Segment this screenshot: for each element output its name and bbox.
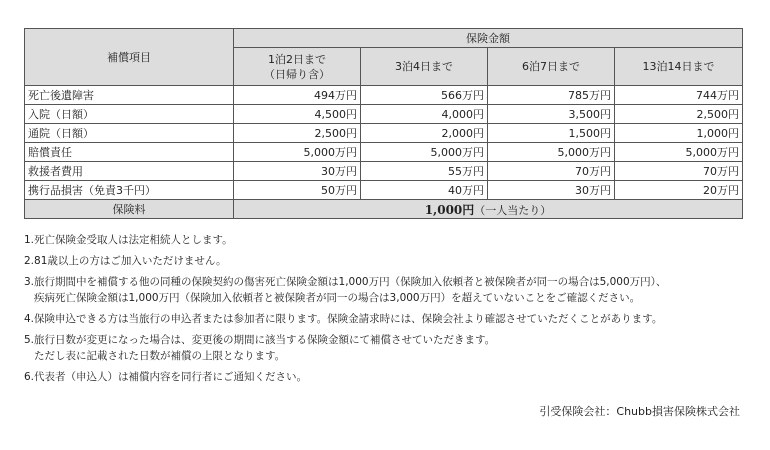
cell-value: 494万円: [234, 86, 361, 105]
row-label: 救援者費用: [25, 162, 234, 181]
note-4: [24, 311, 764, 327]
cell-value: 70万円: [615, 162, 743, 181]
table-row: [25, 162, 743, 181]
column-header-1: [234, 48, 361, 86]
note-line: 4.保険申込できる方は当旅行の申込者または参加者に限ります。保険金請求時には、保険会社より確認させていただくことがあります。: [24, 313, 663, 325]
cell-value: 20万円: [615, 181, 743, 200]
cell-value: 40万円: [361, 181, 488, 200]
note-2: [24, 253, 764, 269]
insurance-table: [24, 28, 743, 219]
premium-value: [234, 200, 743, 219]
table-row: [25, 143, 743, 162]
cell-value: 1,500円: [488, 124, 615, 143]
cell-value: 4,000円: [361, 105, 488, 124]
cell-value: 2,500円: [234, 124, 361, 143]
cell-value: 4,500円: [234, 105, 361, 124]
table-row: [25, 86, 743, 105]
note-line: 1.死亡保険金受取人は法定相続人とします。: [24, 234, 233, 246]
cell-value: 785万円: [488, 86, 615, 105]
cell-value: 55万円: [361, 162, 488, 181]
cell-value: 5,000万円: [615, 143, 743, 162]
cell-value: 2,000円: [361, 124, 488, 143]
note-line: 2.81歳以上の方はご加入いただけません。: [24, 255, 227, 267]
column-header-2: 3泊4日まで: [361, 48, 488, 86]
header-coverage-item: 補償項目: [25, 29, 234, 86]
cell-value: 30万円: [234, 162, 361, 181]
note-6: [24, 369, 764, 385]
cell-value: 744万円: [615, 86, 743, 105]
column-header-1-line1: 1泊2日まで: [268, 52, 326, 66]
cell-value: 1,000円: [615, 124, 743, 143]
premium-row: [25, 200, 743, 219]
note-1: [24, 232, 764, 248]
premium-suffix: （一人当たり）: [474, 203, 552, 217]
row-label: 死亡後遺障害: [25, 86, 234, 105]
row-label: 携行品損害（免責3千円）: [25, 181, 234, 200]
table-row: [25, 181, 743, 200]
cell-value: 70万円: [488, 162, 615, 181]
cell-value: 50万円: [234, 181, 361, 200]
note-line: 5.旅行日数が変更になった場合は、変更後の期間に該当する保険金額にて補償させていただきます。: [24, 334, 496, 346]
header-insurance-amount: 保険金額: [234, 29, 743, 48]
note-5: [24, 332, 764, 364]
column-header-4: 13泊14日まで: [615, 48, 743, 86]
cell-value: 30万円: [488, 181, 615, 200]
cell-value: 3,500円: [488, 105, 615, 124]
premium-label: 保険料: [25, 200, 234, 219]
cell-value: 2,500円: [615, 105, 743, 124]
row-label: 入院（日額）: [25, 105, 234, 124]
table-row: [25, 105, 743, 124]
note-line: ただし表に記載された日数が補償の上限となります。: [34, 350, 286, 362]
note-line: 疾病死亡保険金額は1,000万円（保険加入依頼者と被保険者が同一の場合は3,000万円）を超えていないことをご確認ください。: [34, 292, 641, 304]
underwriter-footer: 引受保険会社：Chubb損害保険株式会社: [539, 405, 740, 418]
row-label: 賠償責任: [25, 143, 234, 162]
cell-value: 5,000万円: [488, 143, 615, 162]
table-row: [25, 124, 743, 143]
row-label: 通院（日額）: [25, 124, 234, 143]
note-line: 6.代表者（申込人）は補償内容を同行者にご通知ください。: [24, 371, 308, 383]
premium-amount: 1,000円: [424, 202, 475, 217]
column-header-3: 6泊7日まで: [488, 48, 615, 86]
cell-value: 566万円: [361, 86, 488, 105]
cell-value: 5,000万円: [234, 143, 361, 162]
cell-value: 5,000万円: [361, 143, 488, 162]
note-3: [24, 274, 764, 306]
note-line: 3.旅行期間中を補償する他の同種の保険契約の傷害死亡保険金額は1,000万円（保険加入依頼者と被保険者が同一の場合は5,000万円）、: [24, 276, 667, 288]
column-header-1-line2: （日帰り含）: [264, 67, 330, 81]
notes-section: [24, 232, 764, 390]
